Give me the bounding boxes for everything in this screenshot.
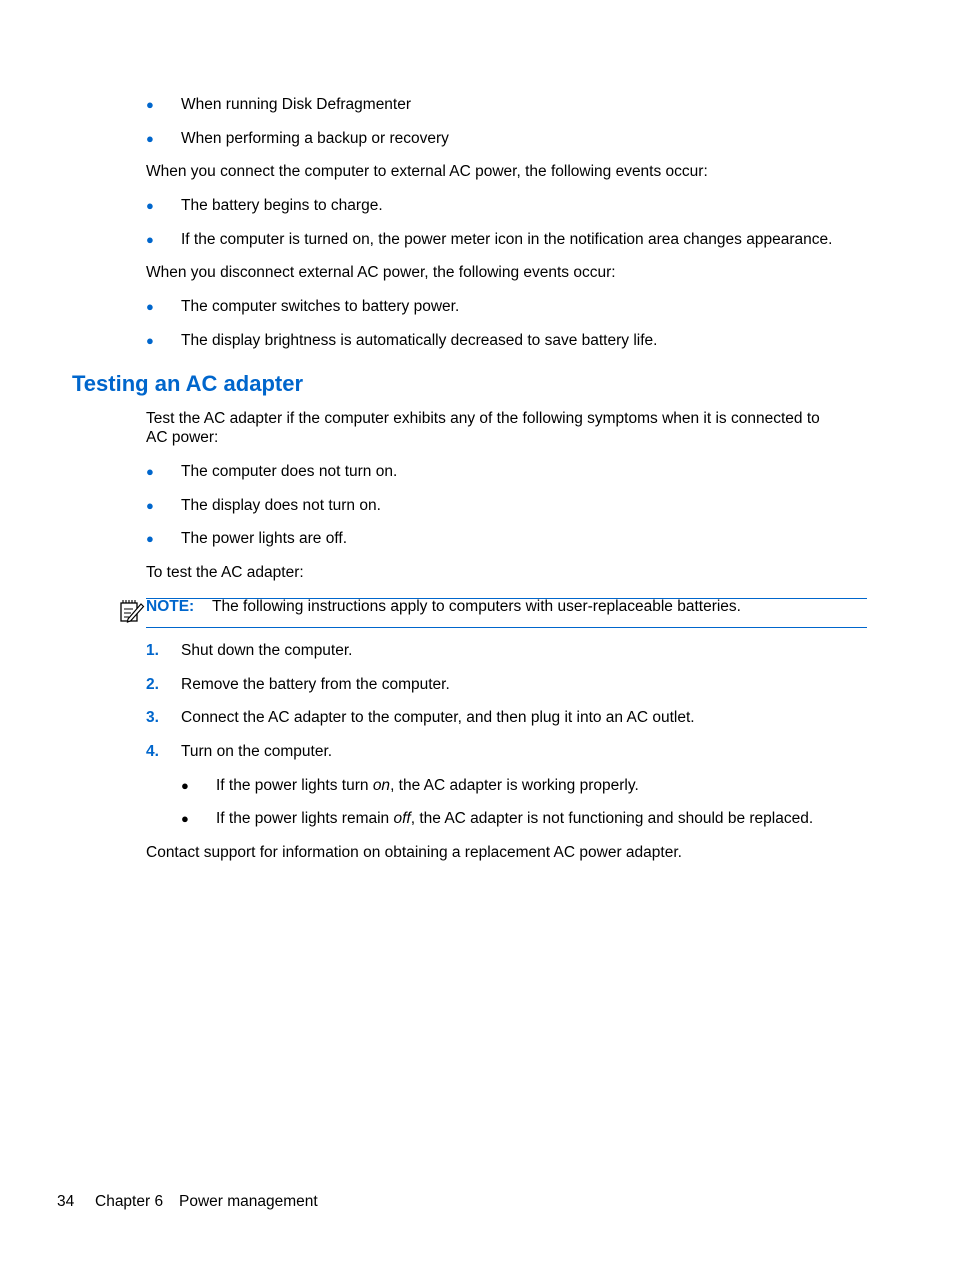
step-text: Connect the AC adapter to the computer, and then plug it into an AC outlet. [181, 709, 695, 726]
bullet-marker: ● [146, 498, 154, 513]
paragraph: AC power: [146, 429, 219, 446]
list-item: The power lights are off. [181, 530, 347, 547]
emphasis-text: on [372, 777, 391, 794]
note-text: The following instructions apply to computers with user-replaceable batteries. [212, 598, 741, 615]
bullet-marker: ● [146, 131, 154, 146]
step-text: Turn on the computer. [181, 743, 333, 760]
text-run: If the power lights remain [216, 810, 394, 827]
bullet-marker: ● [146, 299, 154, 314]
list-item: When running Disk Defragmenter [181, 96, 412, 113]
bullet-marker: ● [146, 198, 154, 213]
paragraph: Test the AC adapter if the computer exhibits any of the following symptoms when it is connected to [146, 410, 820, 427]
list-item: The display does not turn on. [181, 497, 381, 514]
sub-list-item [216, 809, 813, 829]
list-item: If the computer is turned on, the power meter icon in the notification area changes appearance. [181, 231, 833, 248]
list-item: The computer switches to battery power. [181, 298, 460, 315]
page-number: 34 [57, 1193, 75, 1210]
text-run: If the power lights turn [216, 777, 373, 794]
note-icon [119, 599, 145, 623]
paragraph: Contact support for information on obtaining a replacement AC power adapter. [146, 844, 682, 861]
step-text: Remove the battery from the computer. [181, 676, 450, 693]
footer-chapter: Chapter 6 [95, 1193, 164, 1210]
note-bottom-rule [146, 627, 867, 628]
section-heading: Testing an AC adapter [72, 371, 304, 396]
step-number: 1. [146, 642, 159, 659]
bullet-marker: ● [146, 97, 154, 112]
step-number: 3. [146, 709, 159, 726]
list-item: The display brightness is automatically decreased to save battery life. [181, 332, 658, 349]
text-run: , the AC adapter is working properly. [390, 777, 639, 794]
paragraph: When you connect the computer to external AC power, the following events occur: [146, 163, 708, 180]
note-label: NOTE: [146, 598, 195, 615]
step-number: 4. [146, 743, 159, 760]
list-item: The computer does not turn on. [181, 463, 398, 480]
paragraph: To test the AC adapter: [146, 564, 304, 581]
bullet-marker: ● [146, 531, 154, 546]
bullet-marker: ● [146, 232, 154, 247]
list-item: When performing a backup or recovery [181, 130, 449, 147]
list-item: The battery begins to charge. [181, 197, 383, 214]
bullet-marker: ● [181, 778, 189, 793]
bullet-marker: ● [146, 333, 154, 348]
paragraph: When you disconnect external AC power, the following events occur: [146, 264, 616, 281]
step-text: Shut down the computer. [181, 642, 353, 659]
bullet-marker: ● [146, 464, 154, 479]
text-run: , the AC adapter is not functioning and should be replaced. [410, 810, 814, 827]
emphasis-text: off [393, 810, 411, 827]
step-number: 2. [146, 676, 159, 693]
sub-list-item [216, 776, 639, 796]
bullet-marker: ● [181, 811, 189, 826]
footer-chapter-title: Power management [179, 1193, 318, 1210]
